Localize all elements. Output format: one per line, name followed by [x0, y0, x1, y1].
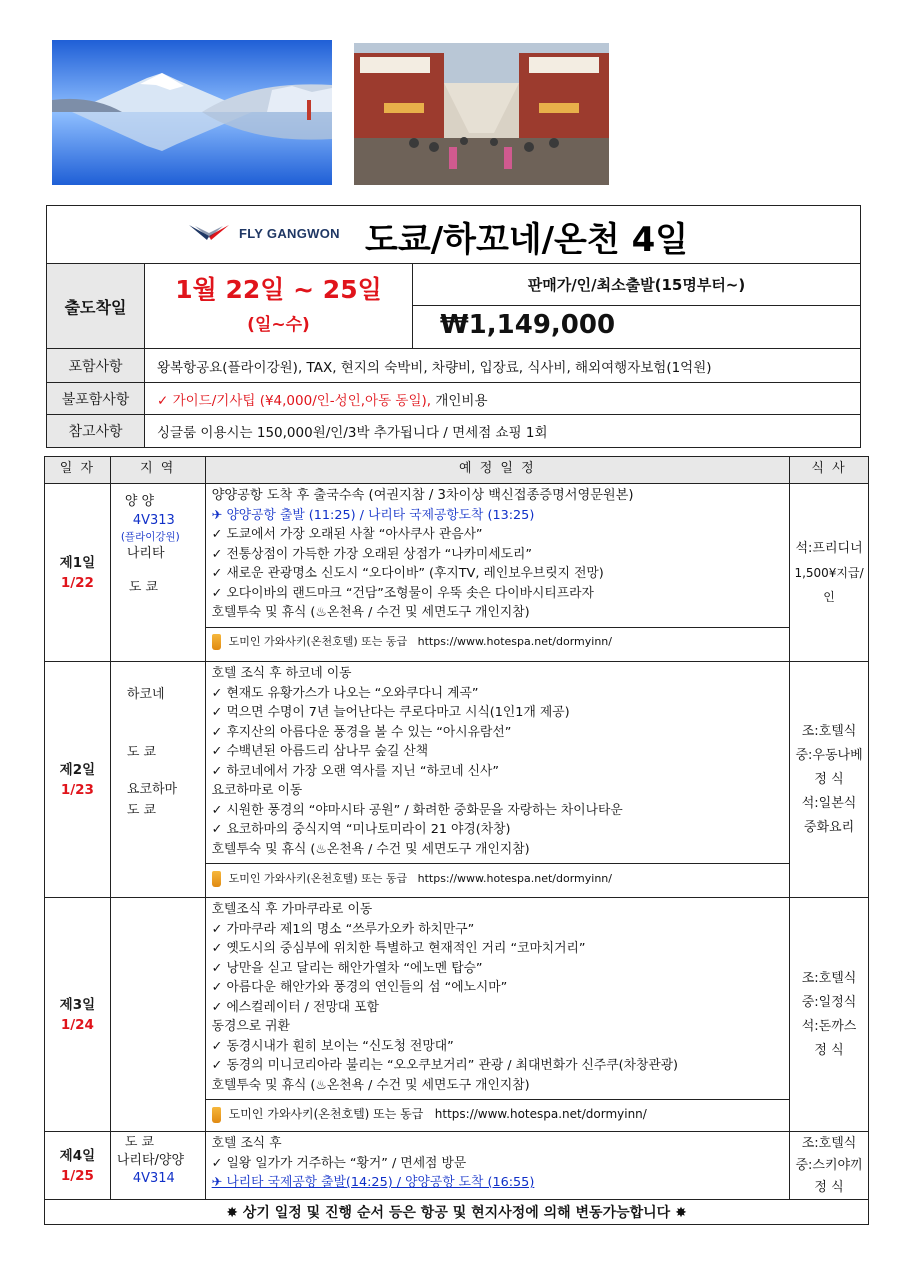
region-line: 하코네 — [126, 687, 165, 702]
included-label: 포함사항 — [47, 349, 145, 382]
footer-note: ✸ 상기 일정 및 진행 순서 등은 항공 및 현지사정에 의해 변동가능합니다 ✸ — [45, 1200, 869, 1225]
price-label: 판매가/인/최소출발(15명부터~) — [413, 264, 860, 306]
schedule-line: ✓ 일왕 일가가 거주하는 “황거” / 면세점 방문 — [211, 1155, 467, 1171]
day-cell — [45, 898, 111, 1132]
region-cell — [110, 1132, 205, 1200]
day-date: 1/22 — [60, 574, 94, 591]
region-line — [121, 763, 205, 779]
mount-fuji-lake-photo — [52, 40, 332, 185]
day-cell — [45, 1132, 111, 1200]
hotel-info — [206, 1099, 789, 1126]
included-value: 왕복항공요(플라이강원), TAX, 현지의 숙박비, 차량비, 입장료, 식사비, 해외여행자보험(1억원) — [157, 359, 712, 376]
flight-line: ✈ 나리타 국제공항 출발(14:25) / 양양공항 도착 (16:55) — [211, 1175, 535, 1190]
schedule-line: ✓ 전통상점이 가득한 가장 오래된 상점가 “나카미세도리” — [211, 546, 533, 562]
schedule-line: 양양공항 도착 후 출국수속 (여권지참 / 3차이상 백신접종증명서영문원본) — [211, 488, 634, 503]
region-line: 도 쿄 — [126, 745, 157, 760]
schedule-line: ✓ 하코네에서 가장 오랜 역사를 지닌 “하코네 신사” — [211, 763, 499, 779]
day-number: 제3일 — [59, 996, 96, 1013]
schedule-line: ✓ 동경시내가 훤히 보이는 “신도청 전망대” — [211, 1038, 454, 1054]
personal-expense-text: 개인비용 — [431, 392, 488, 409]
hotel-text: 도미인 가와사키(온천호텔) 또는 동급 https://www.hotespa.net/dormyinn/ — [228, 1106, 647, 1121]
schedule-line: ✓ 시원한 풍경의 “야마시타 공원” / 화려한 중화문을 자랑하는 차이나타운 — [211, 802, 623, 818]
meal-cell — [790, 662, 869, 898]
schedule-line: ✓ 아름다운 해안가와 풍경의 연인들의 섬 “에노시마” — [211, 980, 508, 995]
meal-line: 중:일정식 — [801, 994, 857, 1010]
departure-weekdays: (일~수) — [247, 315, 310, 335]
schedule-line: ✓ 가마쿠라 제1의 명소 “쓰루가오카 하치만구” — [211, 921, 475, 937]
header-schedule: 예 정 일 정 — [205, 457, 789, 484]
hotel-info — [206, 863, 789, 890]
meal-line: 석:프리디너 — [795, 540, 863, 556]
airline-name: (플라이강원) — [120, 531, 180, 543]
region-line: 나리타/양양 — [116, 1153, 184, 1168]
region-line: 도 쿄 — [128, 580, 159, 595]
guide-tip-text: ✓ 가이드/기사팁 (¥4,000/인-성인,아동 동일), — [157, 392, 432, 409]
day-number: 제2일 — [59, 761, 96, 778]
header-meals: 식 사 — [790, 457, 869, 484]
schedule-line: 요코하마로 이동 — [211, 783, 303, 798]
airline-wing-icon — [187, 222, 231, 244]
hotel-icon — [212, 634, 221, 650]
day-row-3 — [45, 898, 869, 1132]
region-cell — [110, 484, 205, 662]
departure-label: 출도착일 — [47, 264, 145, 348]
meal-line: 조:호텔식 — [801, 723, 857, 739]
notes-row — [47, 414, 860, 447]
day-row-4 — [45, 1132, 869, 1200]
schedule-cell — [205, 898, 789, 1132]
schedule-line: ✓ 먹으면 수명이 7년 늘어난다는 쿠로다마고 시식(1인1개 제공) — [211, 705, 570, 720]
departure-dates — [145, 264, 413, 348]
region-line — [121, 705, 205, 726]
hotel-info — [206, 627, 789, 654]
day-cell — [45, 484, 111, 662]
departure-date-range: 1월 22일 ~ 25일 — [175, 275, 382, 304]
schedule-line: 호텔 조식 후 — [211, 1136, 282, 1151]
schedule-line: 호텔투숙 및 휴식 (♨온천욕 / 수건 및 세면도구 개인지참) — [211, 1077, 530, 1093]
meal-line: 석:돈까스 — [801, 1018, 857, 1034]
region-line — [121, 726, 205, 742]
notes-value: 싱글룸 이용시는 150,000원/인/3박 추가됩니다 / 면세점 쇼핑 1회 — [157, 425, 548, 441]
excluded-label: 불포함사항 — [47, 383, 145, 414]
header-photos — [52, 40, 612, 190]
price-value: ₩1,149,000 — [440, 310, 616, 340]
schedule-line: 호텔투숙 및 휴식 (♨온천욕 / 수건 및 세면도구 개인지참) — [211, 605, 530, 620]
meal-cell — [790, 1132, 869, 1200]
flight-line: ✈ 양양공항 출발 (11:25) / 나리타 국제공항도착 (13:25) — [211, 507, 535, 523]
meal-cell — [790, 484, 869, 662]
schedule-line: ✓ 도쿄에서 가장 오래된 사찰 “아사쿠사 관음사” — [211, 527, 483, 542]
footer-note-row — [45, 1200, 869, 1225]
region-line — [121, 563, 205, 578]
meal-line: 정 식 — [814, 771, 844, 787]
hotel-text: 도미인 가와사키(온천호텔) 또는 동급 https://www.hotespa.net/dormyinn/ — [228, 635, 612, 649]
header-date: 일 자 — [45, 457, 111, 484]
meal-line: 정 식 — [814, 1179, 844, 1195]
schedule-line: ✓ 새로운 관광명소 신도시 “오다이바” (후지TV, 레인보우브릿지 전망) — [211, 566, 604, 581]
schedule-line: ✓ 후지산의 아름다운 풍경을 볼 수 있는 “아시유람선” — [211, 724, 512, 740]
region-cell — [110, 898, 205, 1132]
schedule-line: ✓ 동경의 미니코리아라 불리는 “오오쿠보거리” 관광 / 최대번화가 신주쿠(차창관광) — [211, 1058, 679, 1073]
schedule-line: ✓ 낭만을 싣고 달리는 해안가열차 “에노멘 탑승” — [211, 960, 483, 976]
day-date: 1/24 — [60, 1016, 94, 1033]
meal-cell — [790, 898, 869, 1132]
meal-line: 석:일본식 — [801, 795, 857, 811]
meal-line: 정 식 — [814, 1042, 844, 1058]
notes-label: 참고사항 — [47, 415, 145, 447]
day-row-1 — [45, 484, 869, 662]
tour-title: 도쿄/하꼬네/온천 4일 — [365, 220, 689, 260]
schedule-line: ✓ 요코하마의 중식지역 “미나토미라이 21 야경(차창) — [211, 822, 511, 837]
table-header-row — [45, 457, 869, 484]
schedule-line: ✓ 옛도시의 중심부에 위치한 특별하고 현재적인 거리 “코마치거리” — [211, 941, 586, 956]
header-region: 지 역 — [110, 457, 205, 484]
logo-text: FLY GANGWON — [239, 225, 340, 241]
day-date: 1/23 — [60, 781, 94, 798]
excluded-row — [47, 382, 860, 414]
schedule-line: ✓ 에스컬레이터 / 전망대 포함 — [211, 999, 379, 1015]
schedule-cell — [205, 1132, 789, 1200]
excluded-value — [157, 383, 488, 414]
meal-line: 조:호텔식 — [801, 1135, 857, 1151]
meal-line: 중:우동나베 — [795, 747, 863, 763]
day-cell — [45, 662, 111, 898]
schedule-line: ✓ 오다이바의 랜드마크 “건담”조형물이 우뚝 솟은 다이바시티프라자 — [211, 585, 594, 601]
hotel-icon — [212, 871, 221, 887]
flight-number: 4V314 — [132, 1171, 175, 1186]
schedule-line: 호텔 조식 후 하코네 이동 — [211, 666, 352, 681]
day-date: 1/25 — [60, 1167, 94, 1184]
schedule-line: 호텔투숙 및 휴식 (♨온천욕 / 수건 및 세면도구 개인지참) — [211, 841, 530, 857]
title-row — [47, 206, 860, 264]
meal-line: 1,500¥지급/인 — [794, 565, 864, 604]
day-row-2 — [45, 662, 869, 898]
meal-line: 중화요리 — [803, 819, 855, 835]
fly-gangwon-logo — [187, 222, 340, 244]
included-row — [47, 348, 860, 382]
tour-summary-box — [46, 205, 861, 448]
region-line: 요코하마 — [126, 782, 178, 797]
region-line: 도 쿄 — [124, 1135, 155, 1150]
schedule-line: ✓ 현재도 유황가스가 나오는 “오와쿠다니 계곡” — [211, 685, 479, 701]
schedule-line: 동경으로 귀환 — [211, 1019, 290, 1034]
region-cell — [110, 662, 205, 898]
schedule-cell — [205, 484, 789, 662]
day-number: 제4일 — [59, 1147, 96, 1164]
hotel-text: 도미인 가와사키(온천호텔) 또는 동급 https://www.hotespa.net/dormyinn/ — [228, 871, 612, 885]
flight-number: 4V313 — [132, 513, 175, 528]
nakamise-street-photo — [354, 43, 609, 185]
schedule-line: 호텔조식 후 가마쿠라로 이동 — [211, 902, 373, 917]
hotel-icon — [212, 1107, 221, 1123]
schedule-cell — [205, 662, 789, 898]
region-line: 나리타 — [126, 546, 165, 561]
region-line: 양 양 — [124, 494, 155, 509]
day-number: 제1일 — [59, 554, 96, 571]
meal-line: 조:호텔식 — [801, 970, 857, 986]
meal-line: 중:스키야끼 — [795, 1157, 863, 1173]
region-line: 도 쿄 — [126, 803, 157, 818]
itinerary-table — [44, 456, 869, 1225]
schedule-line: ✓ 수백년된 아름드리 삼나무 숲길 산책 — [211, 744, 429, 759]
